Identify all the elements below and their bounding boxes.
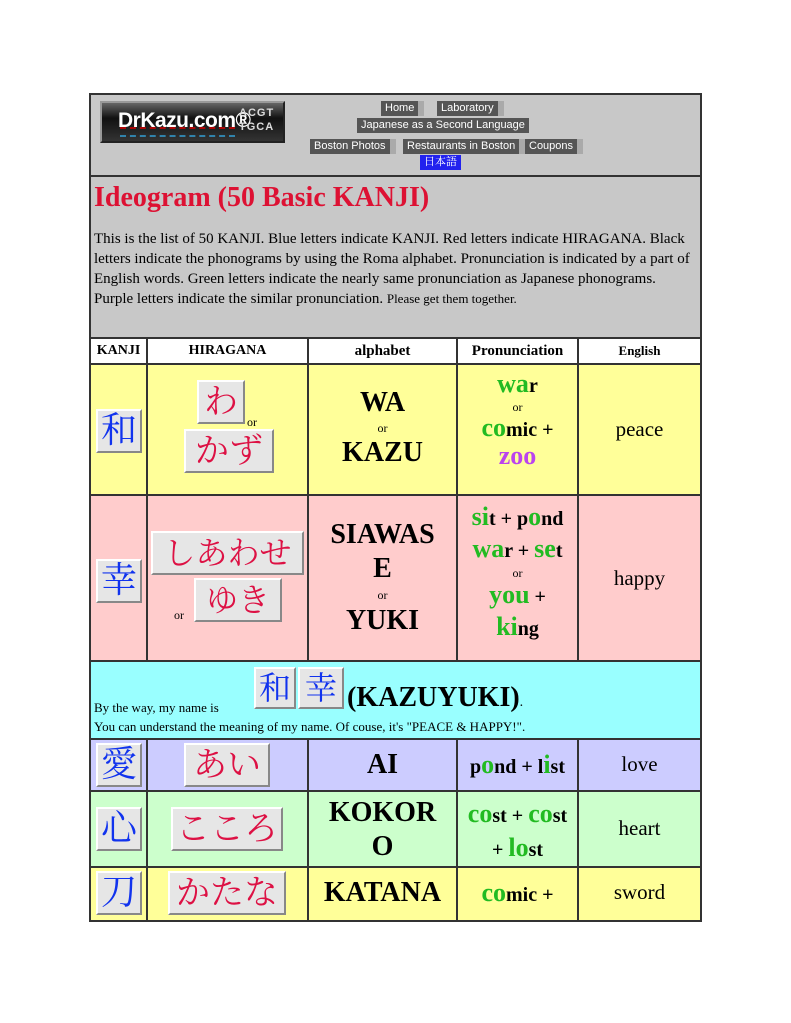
romaji: AI	[366, 749, 399, 780]
romaji: KATANA	[323, 877, 442, 908]
kanji-button[interactable]: 和	[96, 409, 142, 453]
english-meaning: heart	[618, 816, 661, 840]
pronunciation: war or comic + zoo	[481, 369, 554, 470]
name-romaji: (KAZUYUKI).	[347, 682, 524, 713]
kanji-button[interactable]: 幸	[298, 667, 344, 709]
main-table	[89, 93, 702, 922]
col-english: English	[579, 339, 700, 363]
kanji-button[interactable]: 刀	[96, 871, 142, 915]
table-row	[91, 868, 700, 920]
english-meaning: love	[621, 752, 658, 776]
table-row	[91, 792, 700, 868]
site-header	[91, 95, 700, 177]
nav-japanese[interactable]: 日本語	[420, 155, 461, 170]
pronunciation: cost + cost + lost	[467, 799, 568, 862]
logo-text: DrKazu.com®	[118, 109, 251, 132]
dna-helix-icon	[120, 127, 235, 137]
nav-coupons[interactable]: Coupons	[525, 139, 583, 154]
page-title: Ideogram (50 Basic KANJI)	[94, 182, 430, 213]
romaji: SIAWAS E or YUKI	[330, 519, 435, 636]
nav-jsl[interactable]: Japanese as a Second Language	[357, 118, 529, 133]
table-header	[91, 339, 700, 365]
intro-description: This is the list of 50 KANJI. Blue letters indicate KANJI. Red letters indicate HIRAGANA. Black letters indicate the phonograms by using the Roma alphabet. Pronunciation is indicated by a part of English words. Green letters indicate the nearly same pronunciation as Japanese phonograms. Purple letters indicate the similar pronunciation. Please get them together.	[94, 231, 690, 307]
intro-section	[91, 177, 700, 339]
pronunciation: comic +	[481, 878, 554, 907]
col-hiragana: HIRAGANA	[148, 339, 309, 363]
table-row: 幸 しあわせ or ゆき SIAWAS E or YUKI sit + pond war + set or you + king happy	[91, 496, 700, 662]
hiragana-button[interactable]: ゆき	[194, 578, 282, 622]
kanji-button[interactable]: 愛	[96, 743, 142, 787]
hiragana-button[interactable]: かたな	[168, 871, 286, 915]
english-meaning: peace	[615, 417, 664, 441]
name-note: By the way, my name is 和 幸 (KAZUYUKI). You can understand the meaning of my name. Of couse, it's "PEACE & HAPPY!".	[91, 662, 700, 740]
logo-dna: ACGT TGCA	[239, 107, 275, 133]
hiragana-button[interactable]: わ	[197, 380, 245, 424]
col-pronunciation: Pronunciation	[458, 339, 579, 363]
nav-boston-photos[interactable]: Boston Photos	[310, 139, 396, 154]
kanji-button[interactable]: 和	[254, 667, 296, 709]
hiragana-button[interactable]: かず	[184, 429, 274, 473]
nav-laboratory[interactable]: Laboratory	[437, 101, 504, 116]
pronunciation: sit + pond war + set or you + king	[471, 502, 564, 641]
english-meaning: sword	[613, 880, 666, 904]
romaji: KOKOR O	[328, 797, 437, 862]
kanji-button[interactable]: 幸	[96, 559, 142, 603]
table-row: 和 わ or かず WA or KAZU war or comic + zoo peace	[91, 365, 700, 496]
nav-home[interactable]: Home	[381, 101, 424, 116]
table-row	[91, 740, 700, 792]
col-kanji: KANJI	[91, 339, 148, 363]
hiragana-button[interactable]: こころ	[171, 807, 283, 851]
hiragana-button[interactable]: しあわせ	[151, 531, 304, 575]
site-logo[interactable]	[100, 101, 285, 143]
hiragana-button[interactable]: あい	[184, 743, 270, 787]
nav-restaurants[interactable]: Restaurants in Boston	[403, 139, 525, 154]
kanji-button[interactable]: 心	[96, 807, 142, 851]
col-alphabet: alphabet	[309, 339, 458, 363]
romaji: WA or KAZU	[342, 387, 423, 468]
english-meaning: happy	[613, 566, 666, 590]
pronunciation: pond + list	[469, 750, 565, 779]
